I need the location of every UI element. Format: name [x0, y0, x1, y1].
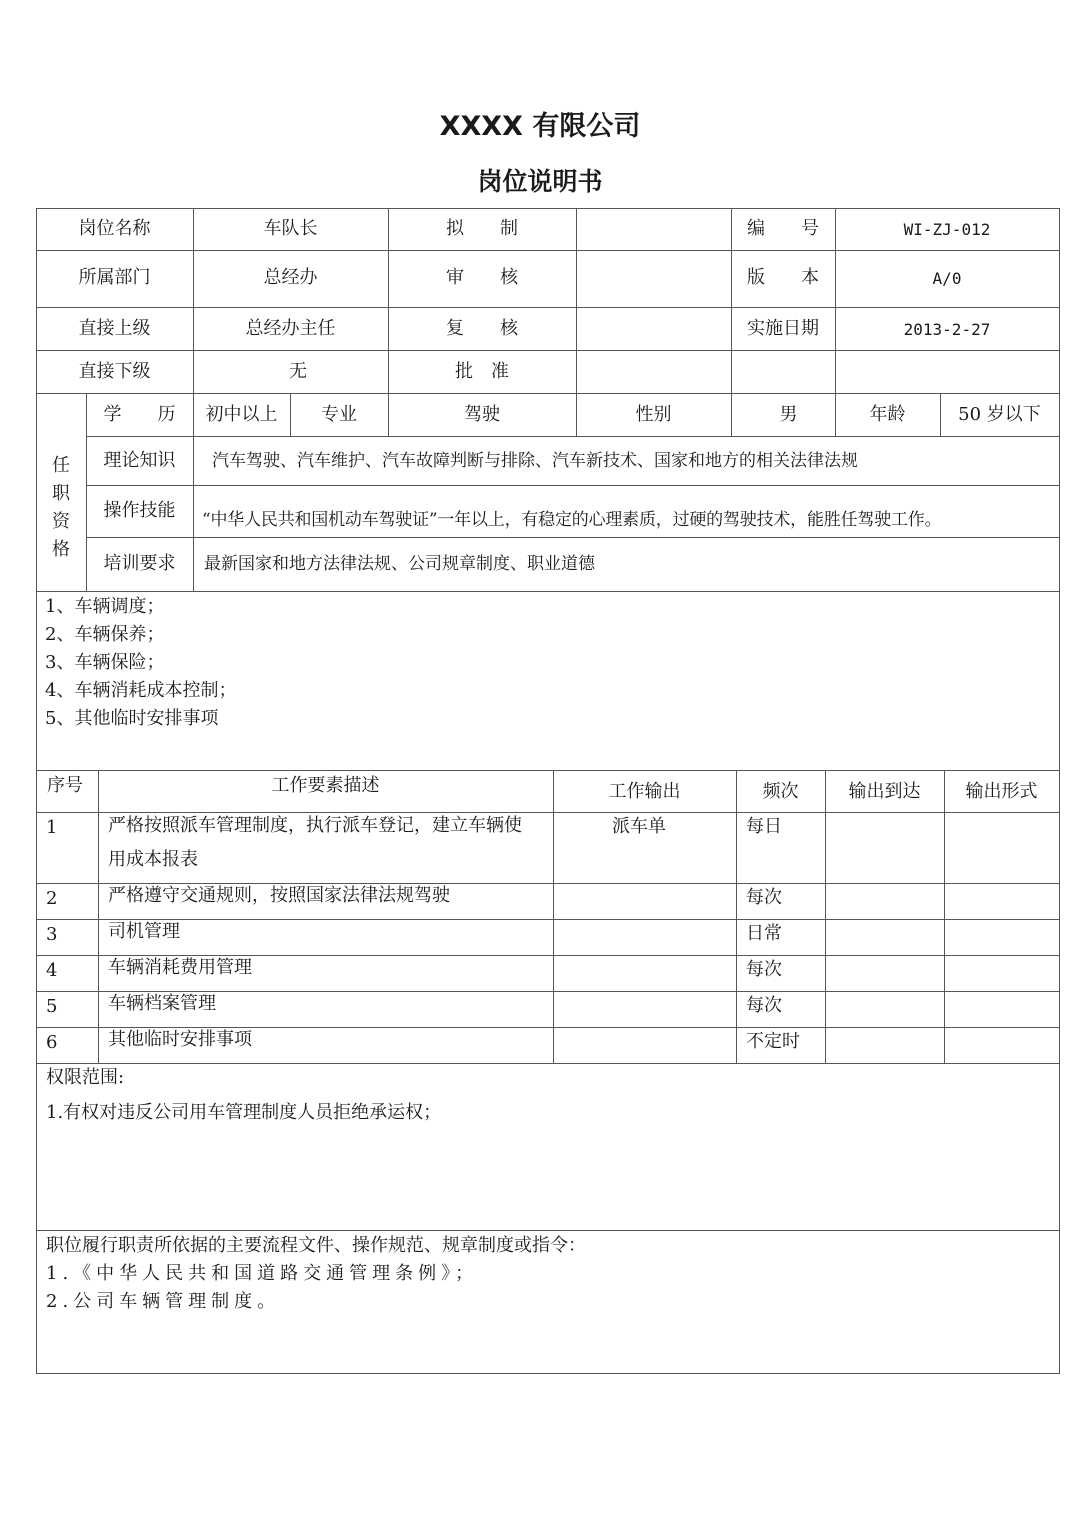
row-no: 4: [46, 960, 58, 981]
company-name: XXXX 有限公司: [439, 111, 641, 142]
label-training: 培训要求: [103, 553, 176, 574]
row-freq: 每日: [746, 816, 782, 837]
row-divider: [36, 591, 1060, 592]
basis-section: [46, 1232, 586, 1316]
row-divider: [36, 307, 1060, 308]
row-desc: 严格按照派车管理制度，执行派车登记，建立车辆使: [108, 815, 522, 836]
label-skill: 操作技能: [103, 500, 176, 521]
list-item: 1.《中华人民共和国道路交通管理条例》；: [46, 1263, 479, 1284]
row-divider: [86, 485, 1060, 486]
row-divider: [86, 436, 1060, 437]
label-education: 学 历: [103, 404, 176, 425]
label-major: 专业: [321, 404, 357, 425]
document-title: 岗位说明书: [477, 167, 603, 196]
list-item: 5、其他临时安排事项: [45, 708, 219, 729]
row-divider: [86, 537, 1060, 538]
row-divider: [36, 991, 1060, 992]
row-no: 3: [46, 924, 58, 945]
row-divider: [36, 770, 1060, 771]
row-freq: 每次: [746, 995, 782, 1016]
list-item: 3、车辆保险；: [45, 652, 165, 673]
authority-label: 权限范围:: [46, 1067, 125, 1088]
label-position-name: 岗位名称: [78, 218, 151, 239]
value-education: 初中以上: [205, 404, 278, 425]
list-item: 1、车辆调度；: [45, 596, 165, 617]
value-major: 驾驶: [464, 404, 500, 425]
row-no: 2: [46, 888, 58, 909]
value-effective-date: 2013-2-27: [903, 320, 991, 339]
col-divider: [553, 770, 554, 1064]
row-divider: [36, 919, 1060, 920]
authority-section: [46, 1064, 441, 1127]
value-version: A/0: [932, 269, 962, 288]
row-desc-cont: 用成本报表: [108, 849, 198, 870]
row-desc: 其他临时安排事项: [108, 1029, 252, 1050]
header-freq: 频次: [762, 781, 799, 802]
row-divider: [36, 1027, 1060, 1028]
value-department: 总经办: [263, 267, 318, 288]
header-output: 工作输出: [608, 781, 681, 802]
label-drafted: 拟 制: [446, 218, 518, 239]
row-divider: [36, 812, 1060, 813]
header-desc: 工作要素描述: [271, 775, 380, 796]
row-divider: [36, 883, 1060, 884]
label-version: 版 本: [747, 267, 819, 288]
label-recheck: 复 核: [446, 318, 518, 339]
list-item: 4、车辆消耗成本控制；: [45, 680, 237, 701]
row-desc: 车辆消耗费用管理: [108, 957, 252, 978]
duties-list: [45, 593, 236, 733]
table-border: [1059, 208, 1060, 1374]
header-to: 输出到达: [848, 781, 921, 802]
value-theory: 汽车驾驶、汽车维护、汽车故障判断与排除、汽车新技术、国家和地方的相关法律法规: [212, 451, 858, 471]
label-effective-date: 实施日期: [747, 318, 819, 339]
label-supervisor: 直接上级: [78, 318, 151, 339]
row-divider: [36, 1230, 1060, 1231]
header-no: 序号: [47, 775, 83, 796]
col-divider: [736, 770, 737, 1064]
row-freq: 日常: [746, 923, 782, 944]
label-age: 年龄: [869, 404, 906, 425]
list-item: 2.公司车辆管理制度。: [46, 1291, 281, 1312]
col-divider: [825, 770, 826, 1064]
label-gender: 性别: [635, 404, 672, 425]
row-divider: [36, 955, 1060, 956]
header-form: 输出形式: [965, 781, 1038, 802]
row-divider: [36, 250, 1060, 251]
col-divider: [576, 208, 577, 436]
table-border: [36, 1373, 1060, 1374]
value-training: 最新国家和地方法律法规、公司规章制度、职业道德: [204, 554, 595, 574]
col-divider: [944, 770, 945, 1064]
row-freq: 不定时: [746, 1031, 800, 1052]
value-subordinate: 无: [289, 361, 307, 382]
value-position-name: 车队长: [263, 218, 318, 239]
col-divider: [98, 770, 99, 1064]
row-desc: 车辆档案管理: [108, 993, 216, 1014]
label-review: 审 核: [446, 267, 518, 288]
value-skill: “中华人民共和国机动车驾驶证”一年以上，有稳定的心理素质，过硬的驾驶技术，能胜任驾驶工作。: [202, 510, 942, 530]
row-no: 1: [46, 817, 58, 838]
label-number: 编 号: [747, 218, 819, 239]
label-approve: 批 准: [455, 361, 509, 382]
label-subordinate: 直接下级: [78, 361, 151, 382]
row-freq: 每次: [746, 959, 782, 980]
list-item: 1.有权对违反公司用车管理制度人员拒绝承运权；: [46, 1102, 442, 1123]
basis-label: 职位履行职责所依据的主要流程文件、操作规范、规章制度或指令：: [46, 1235, 586, 1256]
row-freq: 每次: [746, 887, 782, 908]
row-no: 6: [46, 1032, 58, 1053]
row-divider: [36, 350, 1060, 351]
table-border: [36, 208, 1060, 209]
label-theory: 理论知识: [103, 450, 176, 471]
list-item: 2、车辆保养；: [45, 624, 165, 645]
value-gender: 男: [779, 404, 798, 425]
value-number: WI-ZJ-012: [903, 220, 991, 239]
row-divider: [36, 393, 1060, 394]
label-department: 所属部门: [78, 267, 151, 288]
value-age: 50 岁以下: [958, 404, 1041, 425]
qualification-side-label: 任 职 资 格: [52, 455, 70, 560]
row-output: 派车单: [612, 816, 666, 837]
row-desc: 司机管理: [108, 921, 180, 942]
row-no: 5: [46, 996, 58, 1017]
row-desc: 严格遵守交通规则，按照国家法律法规驾驶: [108, 885, 450, 906]
value-supervisor: 总经办主任: [245, 318, 336, 339]
